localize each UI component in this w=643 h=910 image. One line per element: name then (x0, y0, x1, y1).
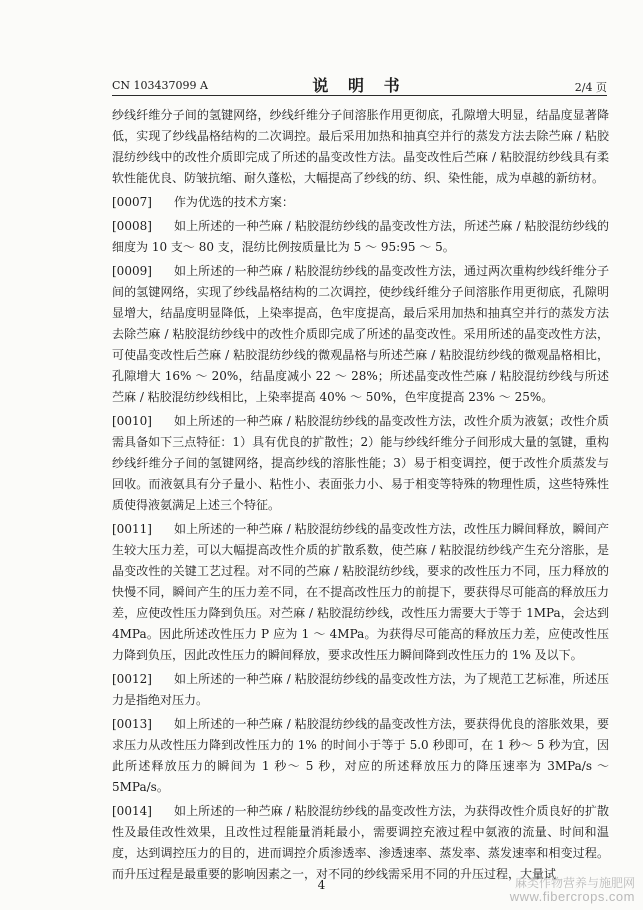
paragraph-text: 作为优选的技术方案： (173, 195, 294, 209)
paragraph-text: 如上所述的一种苎麻 / 粘胶混纺纱线的晶变改性方法，为获得改性介质良好的扩散性及最佳改性效果，且改性过程能量消耗最小，需要调控充液过程中氨液的流量、时间和温度，达到调控压力的目的，进而调控介质渗透率、渗透速率、蒸发率、蒸发速率和相变过程。而升压过程是最重要的影响因素之一，对不同的纱线需采用不同的升压过程，大量试 (112, 804, 609, 881)
document-body (112, 105, 609, 888)
page-index: 2/4 页 (574, 81, 607, 94)
paragraph-number: [0007] (112, 195, 152, 209)
watermark-site-name: 麻类作物营养与施肥网 (514, 876, 635, 890)
paragraph-number: [0009] (112, 264, 152, 278)
paragraph-number: [0008] (112, 219, 152, 233)
paragraph-text: 如上所述的一种苎麻 / 粘胶混纺纱线的晶变改性方法，通过两次重构纱线纤维分子间的氢键网络，实现了纱线晶格结构的二次调控，使纱线纤维分子间溶胀作用更彻底，孔隙明显增大，结晶度明显降低，上染率提高，色牢度提高，最后采用加热和抽真空并行的蒸发方法去除苎麻 / 粘胶混纺纱线中的改性介质即完成了所述的晶变改性。采用所述的晶变改性方法，可使晶变改性后苎麻 / 粘胶混纺纱线的微观晶格与所述苎麻 / 粘胶混纺纱线的微观晶格相比，孔隙增大 16% ～ 20%，结晶度减小 22 ～ 28%；所述晶变改性苎麻 / 粘胶混纺纱线与所述苎麻 / 粘胶混纺纱线相比，上染率提高 40% ～ 50%，色牢度提高 23% ～ 25%。 (112, 264, 609, 404)
paragraph-number: [0012] (112, 672, 152, 686)
paragraph (112, 714, 609, 798)
paragraph-text: 如上所述的一种苎麻 / 粘胶混纺纱线的晶变改性方法，改性压力瞬间释放，瞬间产生较大压力差，可以大幅提高改性介质的扩散系数，使苎麻 / 粘胶混纺纱线产生充分溶胀，是晶变改性的关键工艺过程。对不同的苎麻 / 粘胶混纺纱线，要求的改性压力不同，压力释放的快慢不同，瞬间产生的压力差不同，在不提高改性压力的前提下，要获得尽可能高的释放压力差，应使改性压力降到负压。对苎麻 / 粘胶混纺纱线，改性压力需要大于等于 1MPa，会达到 4MPa。因此所述改性压力 P 应为 1 ～ 4MPa。为获得尽可能高的释放压力差，应使改性压力降到负压，因此改性压力的瞬间释放，要求改性压力瞬间降到改性压力的 1% 及以下。 (112, 522, 609, 662)
paragraph-number: [0014] (112, 804, 152, 818)
paragraph-number: [0013] (112, 717, 152, 731)
paragraph (112, 669, 609, 711)
paragraph-text: 如上所述的一种苎麻 / 粘胶混纺纱线的晶变改性方法，要获得优良的溶胀效果，要求压力从改性压力降到改性压力的 1% 的时间小于等于 5.0 秒即可，在 1 秒～ 5 秒为宜，因此所述释放压力的瞬间为 1 秒～ 5 秒，对应的所述释放压力的降压速率为 3MPa/s ～ 5MPa/s。 (112, 717, 609, 794)
paragraph-text: 如上所述的一种苎麻 / 粘胶混纺纱线的晶变改性方法，所述苎麻 / 粘胶混纺纱线的细度为 10 支～ 80 支，混纺比例按质量比为 5 ～ 95:95 ～ 5。 (112, 219, 609, 254)
paragraph (112, 105, 609, 189)
watermark-url: www.fibercrops.com (509, 889, 635, 904)
paragraph-text: 如上所述的一种苎麻 / 粘胶混纺纱线的晶变改性方法，为了规范工艺标准，所述压力是指绝对压力。 (112, 672, 609, 707)
paragraph-number: [0010] (112, 414, 152, 428)
paragraph (112, 216, 609, 258)
paragraph-text: 纱线纤维分子间的氢键网络，纱线纤维分子间溶胀作用更彻底，孔隙增大明显，结晶度显著降低，实现了纱线晶格结构的二次调控。最后采用加热和抽真空并行的蒸发方法去除苎麻 / 粘胶混纺纱线中的改性介质即完成了所述的晶变改性方法。晶变改性后苎麻 / 粘胶混纺纱线具有柔软性能优良、防皱抗缩、耐久蓬松，大幅提高了纱线的纺、织、染性能，成为卓越的新纺材。 (112, 108, 609, 185)
paragraph-number: [0011] (112, 522, 152, 536)
paragraph (112, 411, 609, 516)
page-header (112, 73, 607, 96)
paragraph (112, 192, 609, 213)
paragraph (112, 519, 609, 666)
document-title: 说 明 书 (312, 76, 407, 95)
paragraph-text: 如上所述的一种苎麻 / 粘胶混纺纱线的晶变改性方法，改性介质为液氨；改性介质需具备如下三点特征：1）具有优良的扩散性；2）能与纱线纤维分子间形成大量的氢键，重构纱线纤维分子间的氢键网络，提高纱线的溶胀性能；3）易于相变调控，便于改性介质蒸发与回收。而液氨具有分子量小、粘性小、表面张力小、易于相变等特殊的物理性质，这些特殊性质使得液氨满足上述三个特征。 (112, 414, 609, 512)
page-number: 4 (317, 878, 326, 892)
paragraph (112, 801, 609, 885)
paragraph (112, 261, 609, 408)
publication-number: CN 103437099 A (112, 79, 208, 92)
watermark (510, 876, 635, 904)
